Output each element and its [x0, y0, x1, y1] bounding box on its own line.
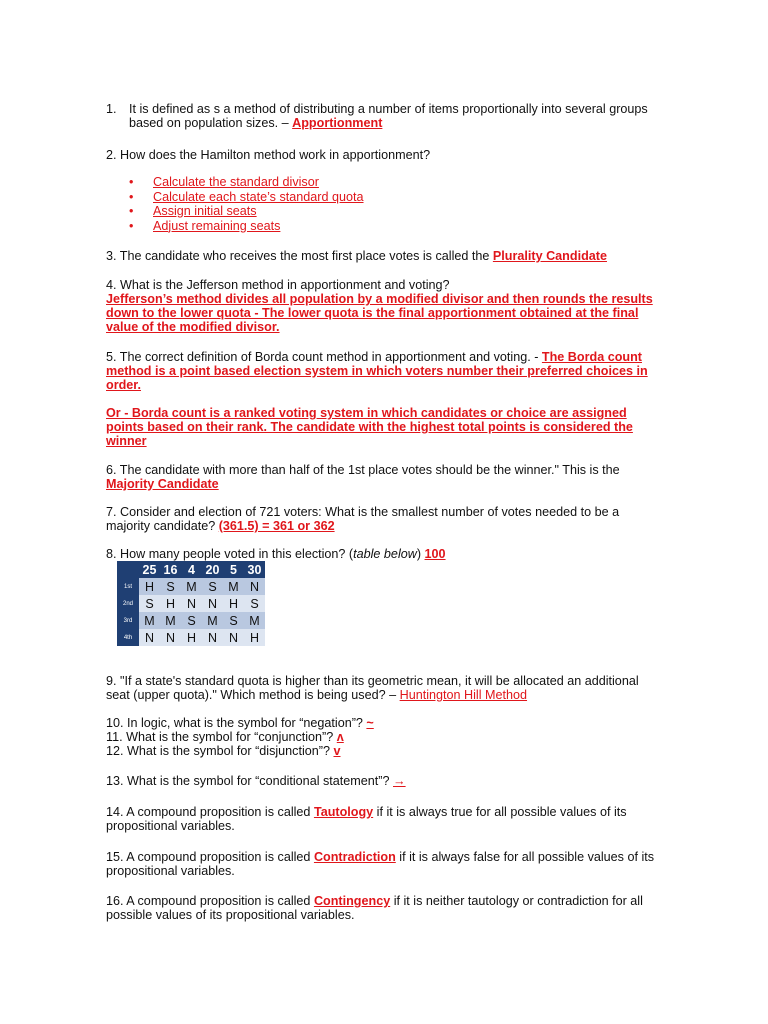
q11-answer: ʌ	[336, 730, 344, 744]
q8-italic: table below	[353, 547, 417, 561]
table-header-cell: 20	[202, 561, 223, 578]
q3-text: 3. The candidate who receives the most first place votes is called the	[106, 249, 490, 263]
table-corner	[117, 561, 139, 578]
q8-close: )	[416, 547, 422, 561]
q10-text: 10. In logic, what is the symbol for “negation”?	[106, 716, 363, 730]
q10-answer: ~	[366, 716, 374, 730]
q6-text: 6. The candidate with more than half of the 1st place votes should be the winner." This is the	[106, 463, 620, 477]
q16-text: 16. A compound proposition is called	[106, 894, 311, 908]
q1-number: 1.	[106, 102, 117, 116]
hamilton-steps-list	[127, 175, 364, 233]
q14-text: 14. A compound proposition is called	[106, 805, 311, 819]
table-cell: N	[139, 629, 160, 646]
q16-answer: Contingency	[313, 894, 391, 908]
bullet-icon: •	[129, 189, 134, 204]
question-5	[106, 350, 656, 392]
q8-answer: 100	[424, 547, 446, 561]
bullet-icon: •	[129, 175, 134, 189]
question-11	[106, 730, 656, 744]
q4-answer: Jefferson’s method divides all population by a modified divisor and then rounds the results down to the lower quota - The lower quota is the final apportionment obtained at the final value of the modified divisor.	[106, 292, 653, 334]
table-cell: M	[244, 612, 265, 629]
q5-answer: The Borda count method is a point based election system in which voters number their preferred choices in order.	[106, 350, 648, 392]
q9-text: 9. "If a state's standard quota is higher than its geometric mean, it will be allocated an additional seat (upper quota)." Which method is being used? –	[106, 674, 639, 702]
list-item: • Calculate the standard divisor	[129, 175, 319, 189]
question-9	[106, 674, 656, 702]
table-header-row	[117, 561, 265, 578]
row-label: 1st	[117, 578, 139, 595]
table-cell: S	[160, 578, 181, 595]
q16-text-end: if it is neither tautology or contradiction for all possible values of its propositional variables.	[106, 894, 643, 922]
list-item: • Assign initial seats	[129, 204, 257, 218]
question-15	[106, 850, 656, 878]
table-cell: N	[244, 578, 265, 595]
q15-text: 15. A compound proposition is called	[106, 850, 311, 864]
table-cell: N	[202, 595, 223, 612]
q12-text: 12. What is the symbol for “disjunction”?	[106, 744, 330, 758]
question-10	[106, 716, 656, 730]
question-2	[106, 148, 656, 162]
table-header-cell: 4	[181, 561, 202, 578]
preference-table	[117, 561, 265, 646]
row-label: 2nd	[117, 595, 139, 612]
question-16	[106, 894, 656, 922]
q14-text-end: if it is always true for all possible values of its propositional variables.	[106, 805, 627, 833]
question-6	[106, 463, 656, 491]
table-header-cell: 30	[244, 561, 265, 578]
table-cell: H	[139, 578, 160, 595]
table-cell: S	[202, 578, 223, 595]
table-row	[117, 629, 265, 646]
table-header-cell: 25	[139, 561, 160, 578]
q15-text-end: if it is always false for all possible values of its propositional variables.	[106, 850, 655, 878]
q6-answer: Majority Candidate	[106, 477, 219, 491]
table-cell: N	[202, 629, 223, 646]
table-cell: H	[181, 629, 202, 646]
table-cell: M	[160, 612, 181, 629]
table-cell: N	[181, 595, 202, 612]
question-5-alt	[106, 406, 656, 448]
q15-answer: Contradiction	[313, 850, 396, 864]
q3-answer: Plurality Candidate	[492, 249, 607, 263]
q1-text: It is defined as s a method of distributing a number of items proportionally into several groups based on population sizes. –	[129, 102, 648, 130]
question-4	[106, 278, 656, 334]
list-item: • Calculate each state’s standard quota	[129, 189, 364, 204]
q13-text: 13. What is the symbol for “conditional statement”?	[106, 774, 390, 788]
table-row	[117, 578, 265, 595]
question-13	[106, 774, 656, 788]
q12-answer: v	[333, 744, 341, 758]
table-cell: M	[139, 612, 160, 629]
row-label: 4th	[117, 629, 139, 646]
table-cell: N	[160, 629, 181, 646]
q7-answer: (361.5) = 361 or 362	[218, 519, 335, 533]
question-8	[106, 547, 656, 561]
q5-answer-alt: Or - Borda count is a ranked voting system in which candidates or choice are assigned points based on their rank. The candidate with the highest total points is considered the winner	[106, 406, 633, 448]
table-cell: S	[244, 595, 265, 612]
table-cell: N	[223, 629, 244, 646]
bullet-icon: •	[129, 204, 134, 218]
question-12	[106, 744, 656, 758]
table-header-cell: 16	[160, 561, 181, 578]
question-7	[106, 505, 656, 533]
q5-text: 5. The correct definition of Borda count method in apportionment and voting. -	[106, 350, 539, 364]
table-cell: S	[139, 595, 160, 612]
table-cell: S	[223, 612, 244, 629]
q14-answer: Tautology	[313, 805, 374, 819]
table-cell: S	[181, 612, 202, 629]
table-cell: M	[223, 578, 244, 595]
bullet-icon: •	[129, 218, 134, 233]
q11-text: 11. What is the symbol for “conjunction”?	[106, 730, 334, 744]
q7-text: 7. Consider and election of 721 voters: What is the smallest number of votes needed to be a majority candidate?	[106, 505, 620, 533]
row-label: 3rd	[117, 612, 139, 629]
table-cell: M	[181, 578, 202, 595]
q9-answer: Huntington Hill Method	[399, 688, 528, 702]
table-cell: H	[244, 629, 265, 646]
q4-text: 4. What is the Jefferson method in apportionment and voting?	[106, 278, 450, 292]
question-14	[106, 805, 656, 833]
question-3	[106, 249, 656, 263]
table-cell: H	[223, 595, 244, 612]
table-header-cell: 5	[223, 561, 244, 578]
q1-answer: Apportionment	[292, 116, 383, 130]
q13-answer: →	[393, 774, 406, 788]
question-1	[129, 102, 649, 130]
table-cell: H	[160, 595, 181, 612]
q2-text: 2. How does the Hamilton method work in apportionment?	[106, 148, 431, 162]
q8-text: 8. How many people voted in this election? (	[106, 547, 354, 561]
list-item: • Adjust remaining seats	[129, 218, 281, 233]
table-row	[117, 595, 265, 612]
table-row	[117, 612, 265, 629]
table-cell: M	[202, 612, 223, 629]
